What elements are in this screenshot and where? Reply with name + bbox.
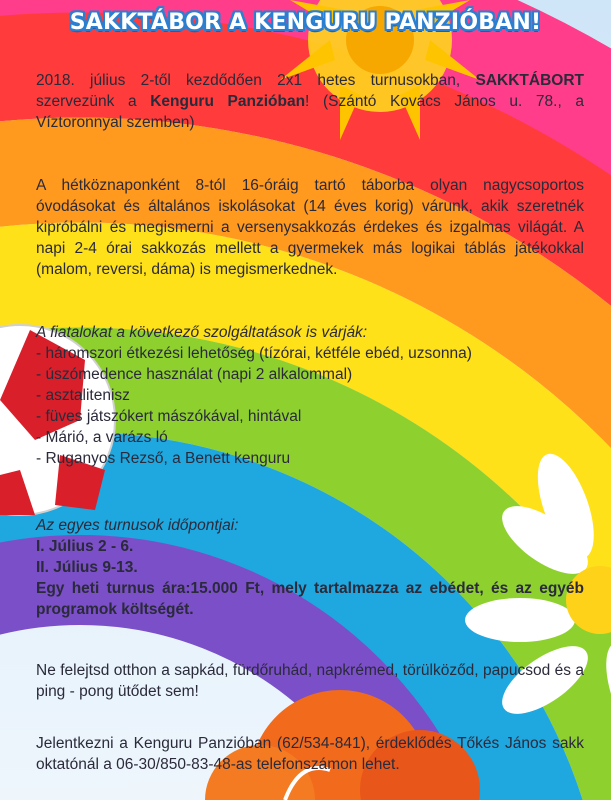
reminder-paragraph <box>36 660 584 702</box>
service-item: - Ruganyos Rezső, a Benett kenguru <box>36 450 291 467</box>
price-text: Egy heti turnus ára:15.000 Ft, mely tartalmazza az ebédet, és az egyéb programok költségét. <box>36 580 584 618</box>
intro-bold-sakktabort: SAKKTÁBORT <box>475 72 584 89</box>
page-title: SAKKTÁBOR A KENGURU PANZIÓBAN! <box>69 10 542 35</box>
reminder-text: Ne felejtsd otthon a sapkád, fürdőruhád, napkrémed, törülköződ, papucsod és a ping - pong ütődet sem! <box>36 662 584 700</box>
service-item: - Márió, a varázs ló <box>36 429 168 446</box>
schedule-section <box>36 515 584 620</box>
service-item: - úszómedence használat (napi 2 alkalommal) <box>36 366 353 383</box>
turn-1: I. Július 2 - 6. <box>36 538 134 555</box>
turn-2: II. Július 9-13. <box>36 559 138 576</box>
services-section <box>36 322 584 469</box>
intro-bold-panzio: Kenguru Panzióban <box>150 93 306 110</box>
contact-text: Jelentkezni a Kenguru Panzióban (62/534-841), érdeklődés Tőkés János sakk oktatónál a 06-30/850-83-48-as telefonszámon lehet. <box>36 735 584 773</box>
service-item: - asztalitenisz <box>36 387 130 404</box>
service-item: - háromszori étkezési lehetőség (tízórai, kétféle ebéd, uzsonna) <box>36 345 472 362</box>
service-item: - füves játszókert mászókával, hintával <box>36 408 302 425</box>
schedule-heading: Az egyes turnusok időpontjai: <box>36 517 239 534</box>
description-paragraph <box>36 175 584 280</box>
intro-text-2: szervezünk a <box>36 93 151 110</box>
services-heading: A fiatalokat a következő szolgáltatások is várják: <box>36 324 368 341</box>
intro-paragraph <box>36 70 584 133</box>
intro-text-3: ! (Szántó Kovács János u. 78., a Víztoronnyal szemben) <box>36 93 584 131</box>
description-text: A hétköznaponként 8-tól 16-óráig tartó táborba olyan nagycsoportos óvodásokat és általános iskolásokat (14 éves korig) várunk, akik szeretnék kipróbálni és megismerni a versenysakkozás érdekes és izgalmas világát. A napi 2-4 órai sakkozás mellett a gyermekek más logikai táblás játékokkal (malom, reversi, dáma) is megismerkednek. <box>36 177 584 278</box>
contact-paragraph <box>36 733 584 775</box>
intro-text-1: 2018. július 2-től kezdődően 2x1 hetes turnusokban, <box>36 72 476 89</box>
